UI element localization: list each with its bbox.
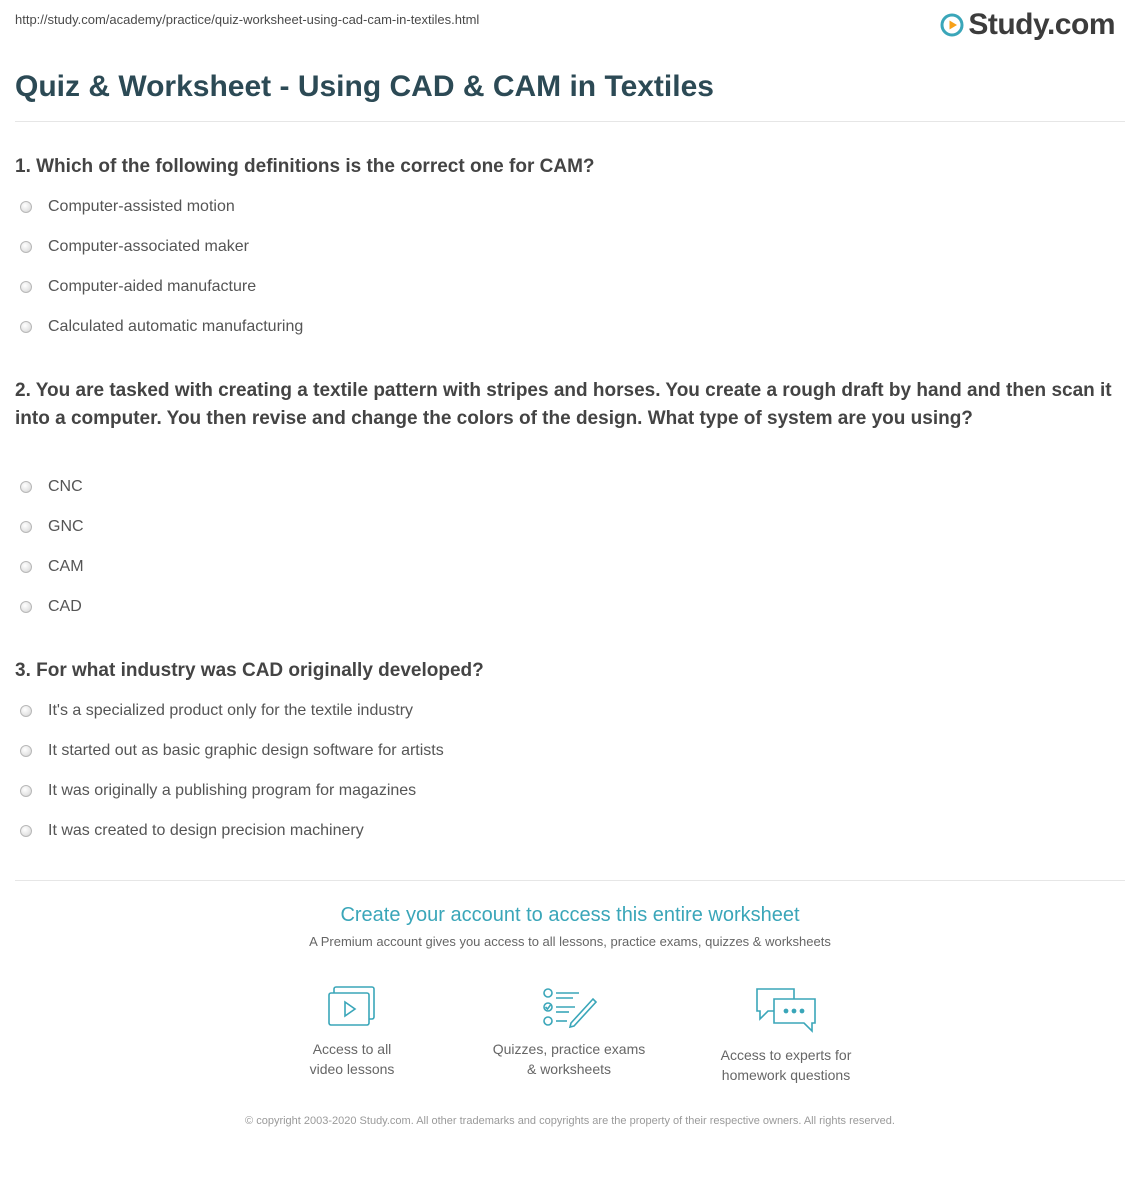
radio-button[interactable] [20, 281, 32, 293]
feature-video-lessons [262, 985, 442, 1079]
answer-option[interactable] [20, 742, 444, 760]
feature-label: Access to all video lessons [309, 1041, 395, 1077]
option-label: CAD [48, 598, 82, 615]
answer-option[interactable] [20, 278, 256, 296]
radio-button[interactable] [20, 521, 32, 533]
answer-option[interactable] [20, 198, 235, 216]
answer-option[interactable] [20, 598, 82, 616]
expert-chat-icon [754, 985, 818, 1035]
play-logo-icon [940, 13, 964, 37]
radio-button[interactable] [20, 785, 32, 797]
answer-option[interactable] [20, 318, 303, 336]
premium-description: A Premium account gives you access to all lessons, practice exams, quizzes & worksheets [309, 934, 831, 949]
radio-button[interactable] [20, 705, 32, 717]
feature-label: Access to experts for homework questions [720, 1047, 852, 1083]
quiz-checklist-icon [541, 985, 597, 1029]
question-1: 1. Which of the following definitions is the correct one for CAM? [15, 156, 595, 177]
question-3: 3. For what industry was CAD originally developed? [15, 660, 484, 681]
logo-text: Study.com [968, 8, 1115, 41]
option-label: GNC [48, 518, 84, 535]
study-logo[interactable] [940, 8, 1115, 42]
radio-button[interactable] [20, 201, 32, 213]
copyright-notice: © copyright 2003-2020 Study.com. All other trademarks and copyrights are the property of their respective owners. All rights reserved. [245, 1115, 895, 1127]
option-label: Computer-associated maker [48, 238, 249, 255]
option-label: It started out as basic graphic design software for artists [48, 742, 444, 759]
answer-option[interactable] [20, 478, 83, 496]
option-label: Calculated automatic manufacturing [48, 318, 304, 335]
option-label: It was originally a publishing program for magazines [48, 782, 417, 799]
radio-button[interactable] [20, 601, 32, 613]
option-label: CNC [48, 478, 83, 495]
radio-button[interactable] [20, 481, 32, 493]
answer-option[interactable] [20, 558, 84, 576]
radio-button[interactable] [20, 825, 32, 837]
answer-option[interactable] [20, 782, 416, 800]
radio-button[interactable] [20, 241, 32, 253]
title-divider [15, 121, 1125, 122]
radio-button[interactable] [20, 745, 32, 757]
radio-button[interactable] [20, 321, 32, 333]
video-lessons-icon [326, 985, 378, 1029]
answer-option[interactable] [20, 702, 413, 720]
question-2: 2. You are tasked with creating a textile pattern with stripes and horses. You create a rough draft by hand and then scan it into a computer. You then revise and change the colors of the design. What type of system are you using? [15, 380, 1112, 429]
option-label: Computer-assisted motion [48, 198, 235, 215]
page-url: http://study.com/academy/practice/quiz-worksheet-using-cad-cam-in-textiles.html [15, 12, 480, 27]
feature-quizzes [479, 985, 659, 1079]
cta-divider [15, 880, 1125, 881]
answer-option[interactable] [20, 822, 364, 840]
option-label: Computer-aided manufacture [48, 278, 257, 295]
option-label: CAM [48, 558, 84, 575]
create-account-link[interactable]: Create your account to access this entire worksheet [340, 904, 800, 926]
answer-option[interactable] [20, 238, 249, 256]
feature-experts [696, 985, 876, 1085]
option-label: It's a specialized product only for the textile industry [48, 702, 414, 719]
answer-option[interactable] [20, 518, 84, 536]
page-title: Quiz & Worksheet - Using CAD & CAM in Textiles [15, 70, 714, 103]
radio-button[interactable] [20, 561, 32, 573]
option-label: It was created to design precision machinery [48, 822, 364, 839]
feature-label: Quizzes, practice exams & worksheets [492, 1041, 646, 1077]
